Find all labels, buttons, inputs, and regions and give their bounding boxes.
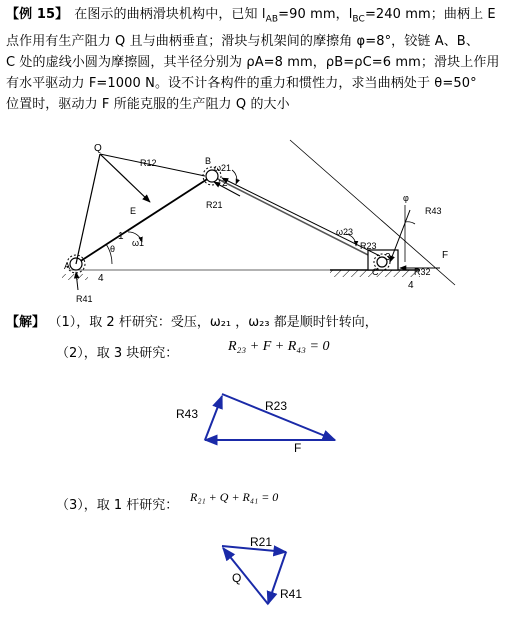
label-3: 3 bbox=[385, 252, 391, 263]
solution-step-2: （2），取 3 块研究： bbox=[56, 346, 179, 361]
label-r21: R21 bbox=[206, 200, 223, 210]
label-4-c: 4 bbox=[408, 280, 414, 291]
solution-step-3: （3），取 1 杆研究： bbox=[56, 498, 179, 513]
tri1-label-f: F bbox=[294, 441, 302, 455]
r43-arrow bbox=[390, 210, 410, 262]
mechanism-diagram bbox=[62, 140, 455, 304]
problem-line-2: 点作用有生产阻力 Q 且与曲柄垂直；滑块与机架间的摩擦角 φ=8°，铰链 A、B、 bbox=[6, 33, 479, 49]
label-r32: R32 bbox=[414, 267, 431, 277]
tri2-label-q: Q bbox=[232, 571, 242, 585]
label-a: A bbox=[64, 261, 71, 271]
label-phi: φ bbox=[403, 193, 409, 203]
force-triangle-1 bbox=[176, 394, 335, 455]
label-r23: R23 bbox=[360, 241, 377, 251]
label-omega21: ω21 bbox=[214, 163, 232, 173]
problem-line-3: C 处的虚线小圆为摩擦圆，其半径分别为 ρA=8 mm，ρB=ρC=6 mm；滑块上作用 bbox=[6, 54, 500, 70]
label-q: Q bbox=[94, 143, 102, 154]
label-4-a: 4 bbox=[98, 273, 104, 284]
label-1: 1 bbox=[118, 231, 124, 242]
label-2: 2 bbox=[222, 178, 228, 189]
label-omega23: ω23 bbox=[336, 227, 354, 237]
tri1-label-r23: R23 bbox=[265, 399, 288, 413]
equation-3: R₂₁ + Q + R₄₁ = 0 bbox=[190, 490, 279, 504]
tri1-r43 bbox=[205, 396, 222, 440]
label-r43: R43 bbox=[425, 206, 442, 216]
example-tag: 【例 15】 bbox=[6, 7, 69, 22]
problem-line-4: 有水平驱动力 F=1000 N。设不计各构件的重力和惯性力，求当曲柄处于 θ=50° bbox=[6, 75, 477, 91]
crank-ab bbox=[76, 176, 212, 264]
solution-step-1: 【解】 （1），取 2 杆研究：受压，ω₂₁ ，ω₂₃ 都是顺时针转向， bbox=[6, 315, 378, 330]
problem-line-1: 【例 15】 在图示的曲柄滑块机构中，已知 $l_{AB}=90$ mm，$l_{BC}=240$ mm；曲柄上 E bbox=[6, 7, 496, 25]
label-r12: R12 bbox=[140, 158, 157, 168]
solution-head: 【解】 bbox=[6, 315, 46, 330]
force-triangle-2 bbox=[222, 535, 302, 604]
problem-line-5: 位置时，驱动力 F 所能克服的生产阻力 Q 的大小 bbox=[6, 96, 290, 112]
tri2-label-r21: R21 bbox=[250, 535, 273, 549]
tri1-label-r43: R43 bbox=[176, 407, 199, 421]
label-e: E bbox=[130, 206, 137, 216]
equation-2: R₂₃ + F + R₄₃ = 0 bbox=[228, 339, 330, 354]
tri2-label-r41: R41 bbox=[280, 587, 303, 601]
tri2-q bbox=[223, 548, 268, 604]
label-r41: R41 bbox=[76, 294, 93, 304]
label-b: B bbox=[205, 156, 212, 166]
label-f: F bbox=[442, 250, 449, 261]
omega21-arc bbox=[232, 170, 237, 184]
ground-a bbox=[62, 274, 88, 280]
phi-arc bbox=[405, 222, 415, 224]
label-theta: θ bbox=[110, 244, 116, 254]
coupler-bc bbox=[212, 176, 382, 262]
label-omega1: ω1 bbox=[132, 238, 145, 248]
q-line-a bbox=[76, 154, 100, 264]
label-c: C bbox=[372, 267, 379, 277]
